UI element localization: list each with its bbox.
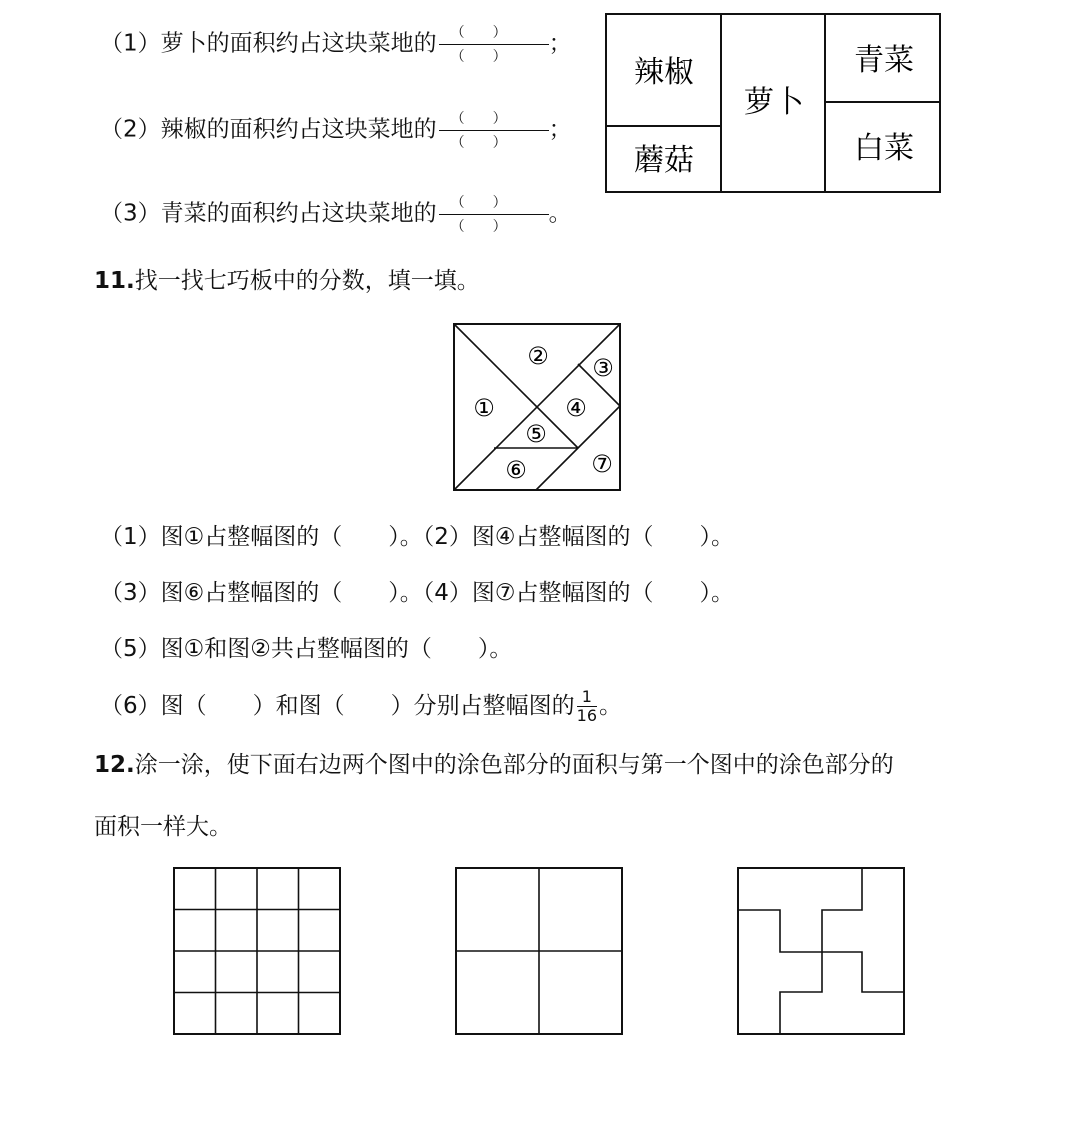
numerator-blank: （ ） bbox=[450, 25, 507, 41]
grid-2x2[interactable] bbox=[454, 866, 624, 1036]
q10-item-3 bbox=[100, 194, 572, 234]
denominator-blank: （ ） bbox=[450, 219, 507, 235]
q11-line-6 bbox=[100, 688, 622, 725]
tangram-label-2: ② bbox=[527, 342, 549, 370]
fraction-bar bbox=[439, 44, 549, 45]
numerator-blank: （ ） bbox=[450, 111, 507, 127]
q10-item-1-end: ； bbox=[548, 30, 572, 57]
tangram-label-3: ③ bbox=[592, 354, 614, 382]
q11-title: 找一找七巧板中的分数，填一填。 bbox=[134, 268, 480, 294]
garden-baicai: 白菜 bbox=[854, 131, 914, 166]
garden-qingcai: 青菜 bbox=[854, 43, 914, 78]
q11-heading bbox=[94, 266, 480, 296]
tangram-line bbox=[454, 324, 578, 448]
q10-item-3-end: 。 bbox=[548, 200, 572, 227]
tangram-label-5: ⑤ bbox=[525, 420, 547, 448]
q10-item-2-fraction-blank[interactable] bbox=[439, 110, 549, 150]
q11-line-1: （1）图①占整幅图的（ ）。（2）图④占整幅图的（ ）。 bbox=[100, 524, 735, 550]
q12-title-line-2: 面积一样大。 bbox=[94, 814, 232, 840]
q10-item-1-fraction-blank[interactable] bbox=[439, 24, 549, 64]
q10-item-3-num: （3） bbox=[100, 200, 161, 227]
q10-item-2-text: 辣椒的面积约占这块菜地的 bbox=[160, 116, 437, 143]
tangram-label-7: ⑦ bbox=[591, 450, 613, 478]
grid-border bbox=[738, 868, 904, 1034]
q11-line-3: （5）图①和图②共占整幅图的（ ）。 bbox=[100, 636, 513, 662]
q10-item-2-num: （2） bbox=[100, 116, 161, 143]
q11-line-6-end: 。 bbox=[599, 693, 622, 719]
q10-item-2-end: ； bbox=[548, 116, 572, 143]
q10-item-2 bbox=[100, 110, 572, 150]
partition-line bbox=[822, 952, 904, 992]
denominator-blank: （ ） bbox=[450, 49, 507, 65]
q12-title-line-1 bbox=[94, 750, 894, 780]
partition-line bbox=[780, 952, 822, 1034]
one-sixteenth-fraction bbox=[577, 688, 597, 725]
partition-line bbox=[738, 868, 862, 952]
fraction-numerator: 1 bbox=[577, 688, 597, 707]
garden-diagram bbox=[604, 12, 944, 196]
garden-luobo: 萝卜 bbox=[744, 85, 804, 120]
q12-number: 12. bbox=[94, 752, 135, 778]
tangram-label-6: ⑥ bbox=[505, 456, 527, 484]
q12-title-1: 涂一涂，使下面右边两个图中的涂色部分的面积与第一个图中的涂色部分的 bbox=[134, 752, 894, 778]
fraction-denominator: 16 bbox=[576, 706, 597, 725]
garden-lajiao: 辣椒 bbox=[634, 55, 694, 90]
tangram-label-4: ④ bbox=[565, 394, 587, 422]
q10-item-3-fraction-blank[interactable] bbox=[439, 194, 549, 234]
grid-4x4[interactable] bbox=[172, 866, 342, 1036]
fraction-bar bbox=[439, 130, 549, 131]
tangram bbox=[452, 322, 624, 494]
q10-item-1-num: （1） bbox=[100, 30, 161, 57]
q11-line-6-prefix: （6）图（ ）和图（ ）分别占整幅图的 bbox=[100, 693, 575, 719]
q10-item-1 bbox=[100, 24, 572, 64]
fraction-bar bbox=[439, 214, 549, 215]
q10-item-3-text: 青菜的面积约占这块菜地的 bbox=[160, 200, 437, 227]
q11-line-2: （3）图⑥占整幅图的（ ）。（4）图⑦占整幅图的（ ）。 bbox=[100, 580, 735, 606]
tangram-label-1: ① bbox=[473, 394, 495, 422]
numerator-blank: （ ） bbox=[450, 195, 507, 211]
q11-number: 11. bbox=[94, 268, 135, 294]
garden-mogu: 蘑菇 bbox=[634, 143, 694, 178]
denominator-blank: （ ） bbox=[450, 135, 507, 151]
q10-item-1-text: 萝卜的面积约占这块菜地的 bbox=[160, 30, 437, 57]
grid-irregular[interactable] bbox=[736, 866, 906, 1036]
